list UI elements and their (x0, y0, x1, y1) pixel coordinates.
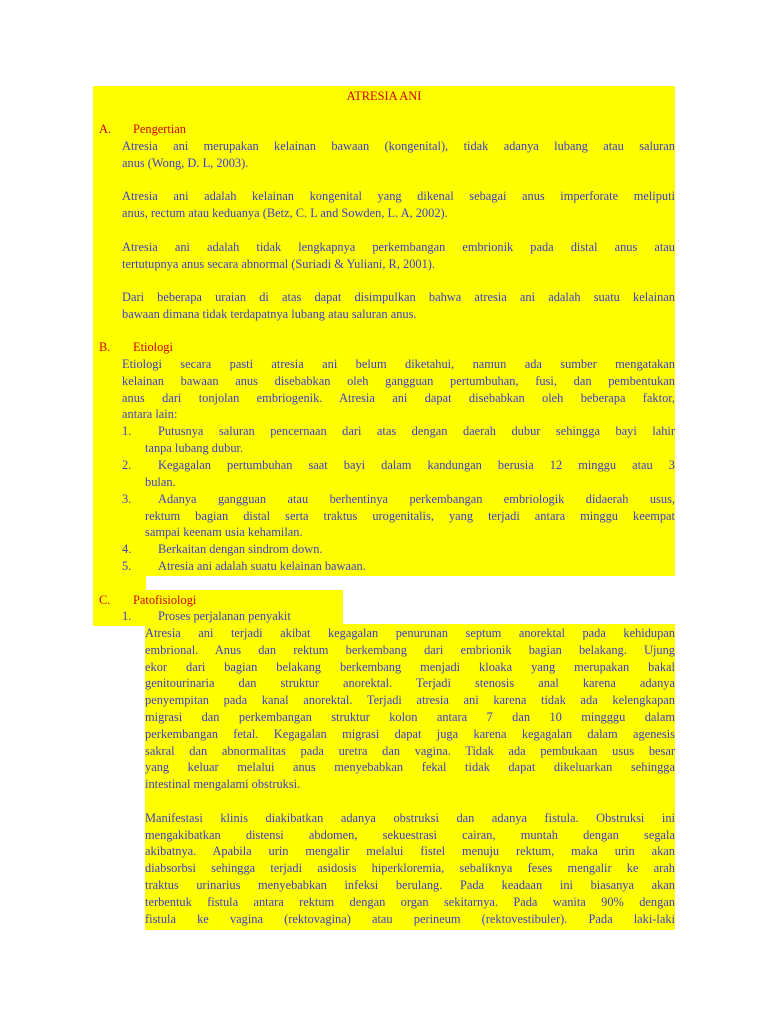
patofisiologi-p1-line-8: sakral dan abnormalitas pada uretra dan vagina. Tidak ada pembukaan usus besar (145, 744, 675, 758)
patofisiologi-p2-line-1: Manifestasi klinis diakibatkan adanya obstruksi dan adanya fistula. Obstruksi ini (145, 811, 675, 825)
patofisiologi-p1-line-4: genitourinaria dan struktur anorektal. Terjadi stenosis anal karena adanya (145, 676, 675, 690)
section-b-intro-line-4: antara lain: (122, 407, 178, 421)
section-a-paragraph-3-line-2: tertutupnya anus secara abnormal (Suriadi & Yuliani, R, 2001). (122, 257, 436, 271)
list-item-text: Putusnya saluran pencernaan dari atas dengan daerah dubur sehingga bayi lahir (158, 424, 675, 438)
patofisiologi-p1-line-5: penyempitan pada kanal anorektal. Terjadi atresia ani karena tidak ada kelengkapan (145, 693, 675, 707)
section-b-intro-line-2: kelainan bawaan anus disebabkan oleh gangguan pertumbuhan, fusi, dan pembentukan (122, 374, 675, 388)
patofisiologi-p1-line-6: migrasi dan perkembangan struktur kolon antara 7 dan 10 mingggu dalam (145, 710, 675, 724)
patofisiologi-p1-line-10: intestinal mengalami obstruksi. (145, 777, 301, 791)
list-item-number: 3. (122, 492, 132, 506)
section-a-paragraph-3-line-1: Atresia ani adalah tidak lengkapnya perkembangan embrionik pada distal anus atau (122, 240, 675, 254)
section-a-heading: Pengertian (133, 122, 186, 136)
section-c-letter: C. (99, 593, 111, 607)
list-item-text: bulan. (145, 475, 176, 489)
section-a-letter: A. (99, 122, 112, 136)
section-a-paragraph-1-line-1: Atresia ani merupakan kelainan bawaan (kongenital), tidak adanya lubang atau saluran (122, 139, 675, 153)
patofisiologi-p2-line-5: traktus urinarius menyebabkan infeksi berulang. Pada keadaan ini biasanya akan (145, 878, 675, 892)
section-b-intro-line-3: anus dari tonjolan embriogenik. Atresia ani dapat disebabkan oleh beberapa faktor, (122, 391, 675, 405)
list-item-text: Kegagalan pertumbuhan saat bayi dalam kandungan berusia 12 minggu atau 3 (158, 458, 675, 472)
section-b-heading: Etiologi (133, 340, 173, 354)
patofisiologi-p1-line-7: perkembangan fetal. Kegagalan migrasi dapat juga karena kegagalan dalam agenesis (145, 727, 675, 741)
list-item-number: 2. (122, 458, 132, 472)
section-c-heading: Patofisiologi (133, 593, 197, 607)
section-a-paragraph-4-line-2: bawaan dimana tidak terdapatnya lubang atau saluran anus. (122, 307, 417, 321)
section-b-intro-line-1: Etiologi secara pasti atresia ani belum diketahui, namun ada sumber mengatakan (122, 357, 675, 371)
list-item-text: Atresia ani adalah suatu kelainan bawaan. (158, 559, 366, 573)
list-item-text: sampai keenam usia kehamilan. (145, 525, 303, 539)
patofisiologi-p1-line-1: Atresia ani terjadi akibat kegagalan penurunan septum anorektal pada kehidupan (145, 626, 675, 640)
page-title: ATRESIA ANI (346, 89, 422, 103)
section-a-paragraph-1-line-2: anus (Wong, D. L, 2003). (122, 156, 249, 170)
list-item-number: 4. (122, 542, 132, 556)
list-item-number: 5. (122, 559, 132, 573)
patofisiologi-p1-line-9: yang keluar melalui anus menyebabkan fekal tidak dapat dikeluarkan sehingga (145, 760, 675, 774)
list-item-number: 1. (122, 424, 132, 438)
subsection-title: Proses perjalanan penyakit (158, 609, 291, 623)
patofisiologi-p2-line-2: mengakibatkan distensi abdomen, sekuestrasi cairan, muntah dengan segala (145, 828, 675, 842)
section-a-paragraph-2-line-1: Atresia ani adalah kelainan kongenital yang dikenal sebagai anus imperforate meliputi (122, 189, 675, 203)
list-item-text: Adanya gangguan atau berhentinya perkembangan embriologik didaerah usus, (158, 492, 675, 506)
section-a-paragraph-2-line-2: anus, rectum atau keduanya (Betz, C. L and Sowden, L. A, 2002). (122, 206, 448, 220)
patofisiologi-p2-line-7: fistula ke vagina (rektovagina) atau perineum (rektovestibuler). Pada laki-laki (145, 912, 675, 926)
patofisiologi-p2-line-4: diabsorbsi sehingga terjadi asidosis hiperkloremia, sebaliknya feses mengalir ke arah (145, 861, 675, 875)
section-b-letter: B. (99, 340, 111, 354)
list-item-text: rektum bagian distal serta traktus urogenitalis, yang terjadi antara minggu keempat (145, 509, 675, 523)
list-item-text: tanpa lubang dubur. (145, 441, 244, 455)
patofisiologi-p1-line-2: embrional. Anus dan rektum berkembang dari embrionik bagian belakang. Ujung (145, 643, 675, 657)
list-item-text: Berkaitan dengan sindrom down. (158, 542, 323, 556)
section-a-paragraph-4-line-1: Dari beberapa uraian di atas dapat disimpulkan bahwa atresia ani adalah suatu kelainan (122, 290, 675, 304)
patofisiologi-p1-line-3: ekor dari bagian belakang berkembang menjadi kloaka yang merupakan bakal (145, 660, 675, 674)
subsection-number: 1. (122, 609, 132, 623)
patofisiologi-p2-line-6: terbentuk fistula antara rektum dengan organ sekitarnya. Pada wanita 90% dengan (145, 895, 675, 909)
patofisiologi-p2-line-3: akibatnya. Apabila urin mengalir melalui fistel menuju rektum, maka urin akan (145, 844, 675, 858)
